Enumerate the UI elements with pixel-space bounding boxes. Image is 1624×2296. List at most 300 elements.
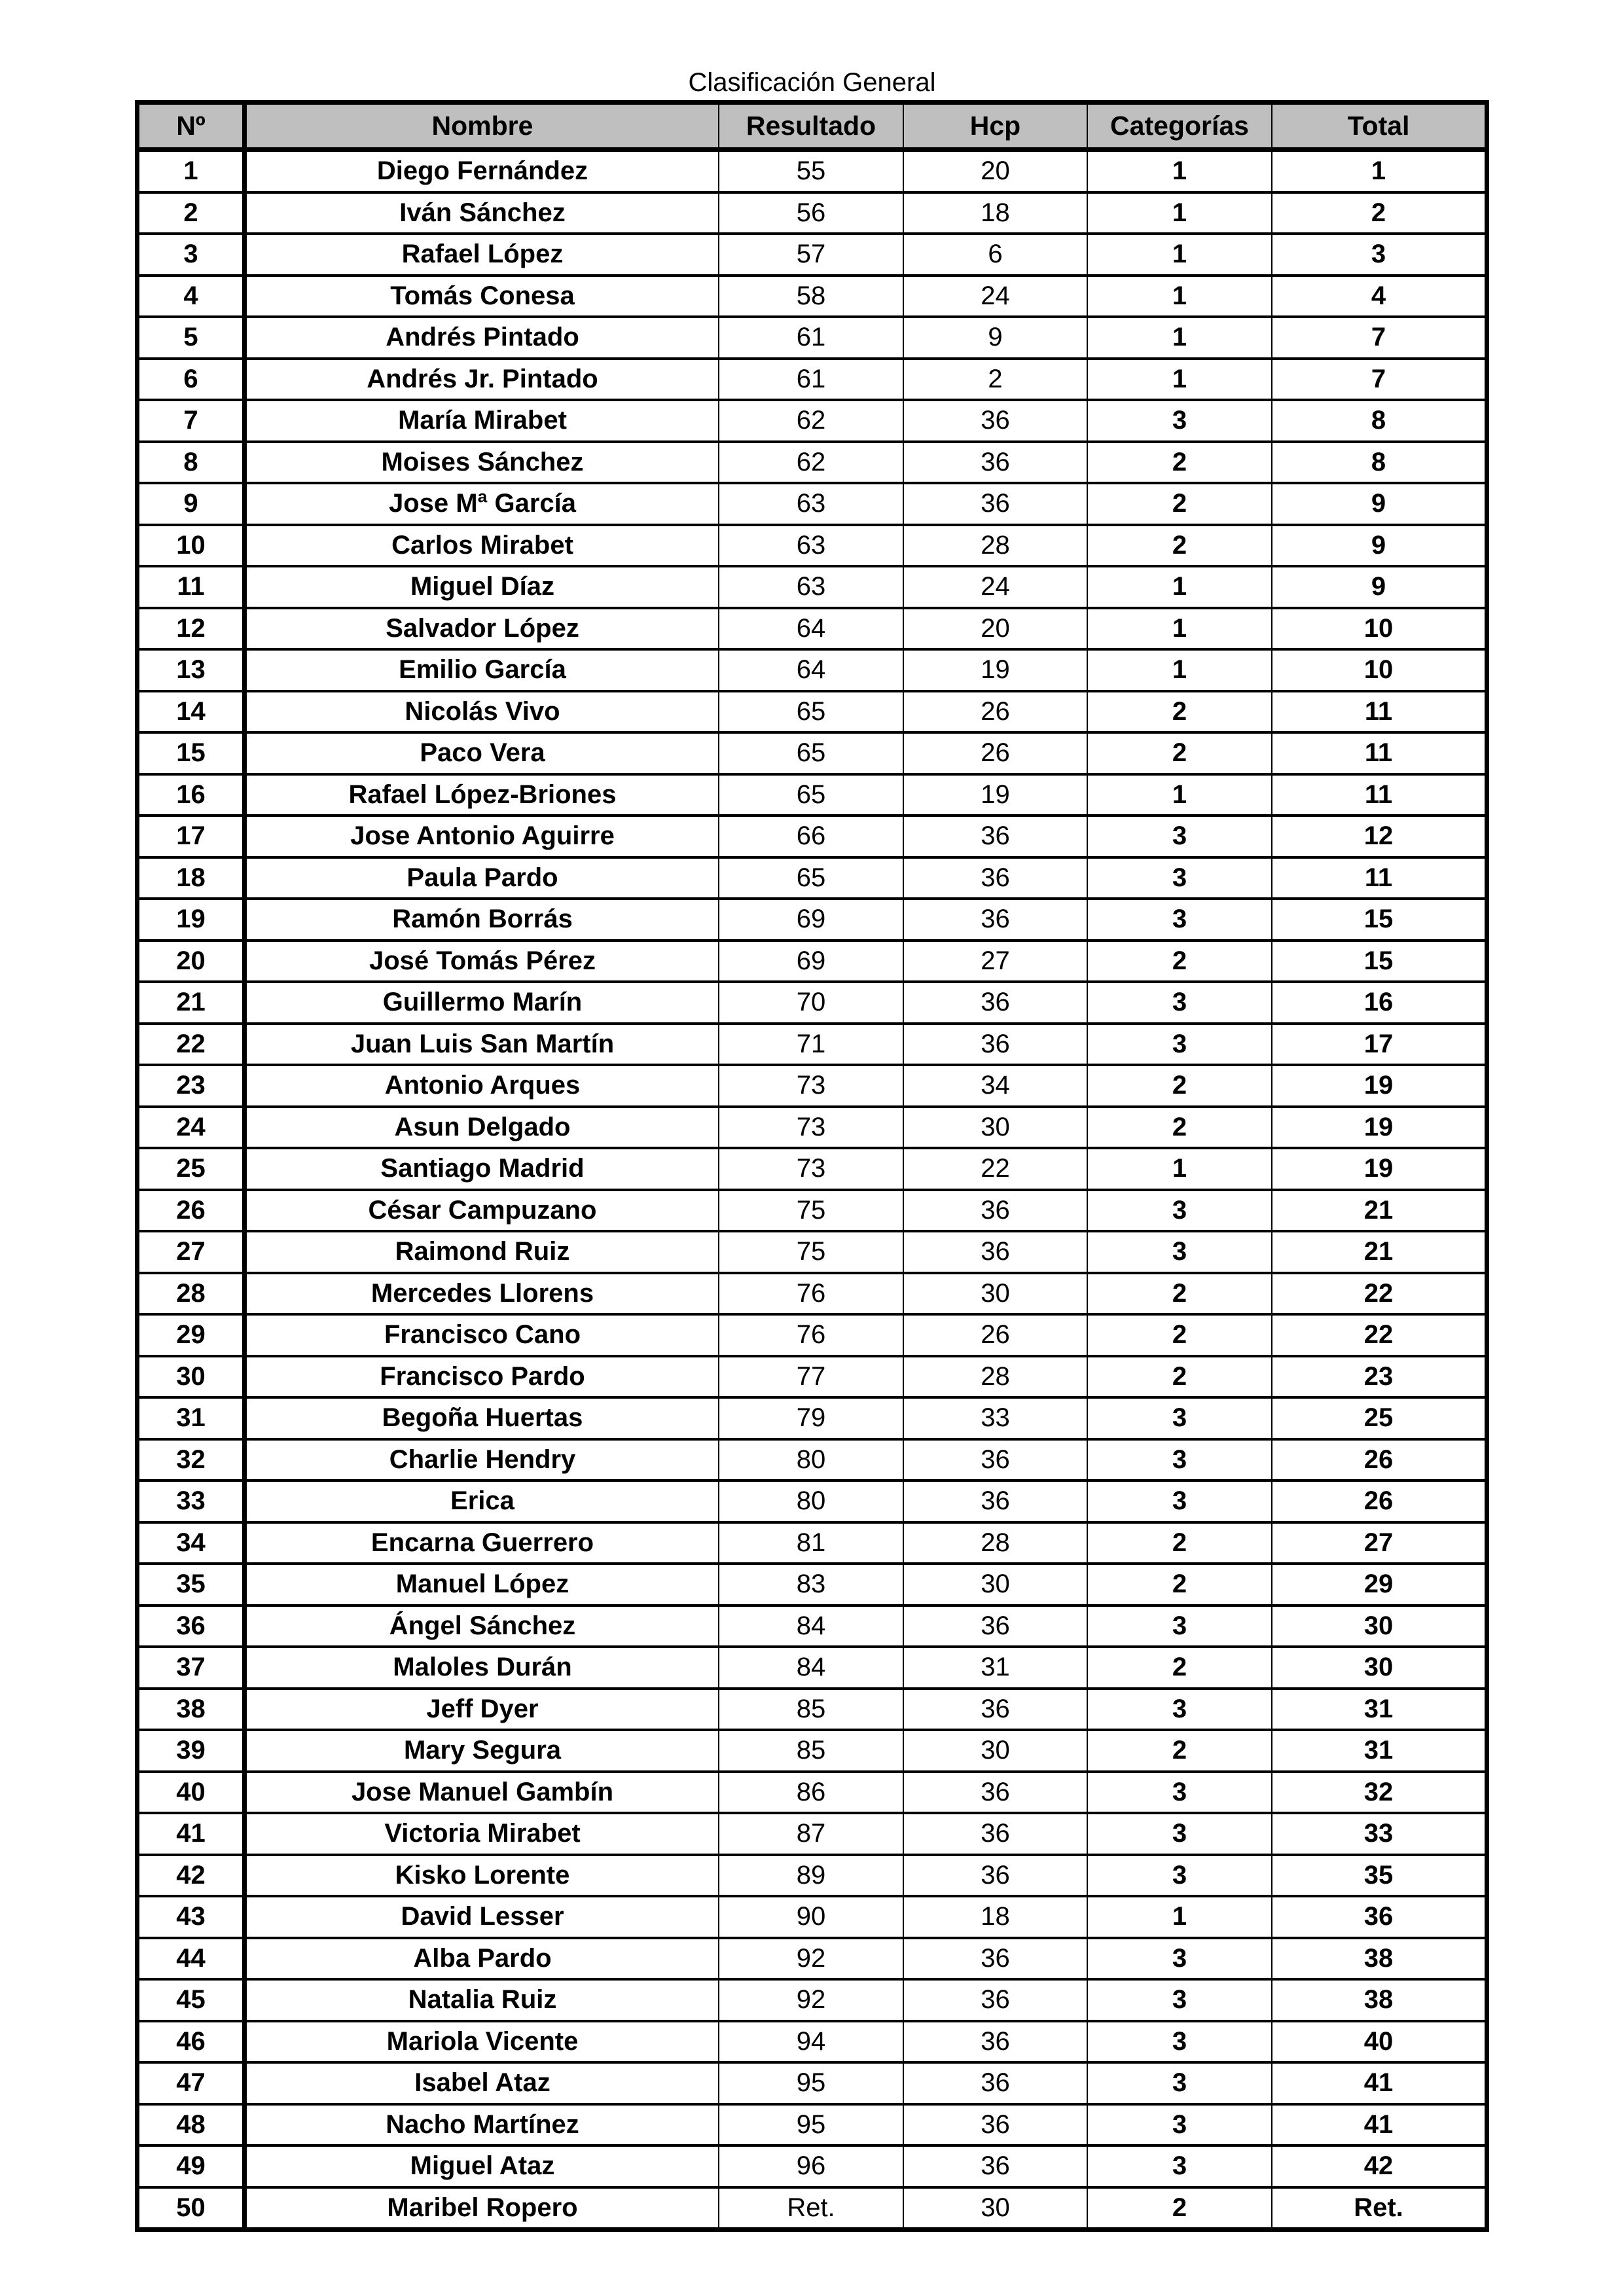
cell-total: 29 bbox=[1363, 1570, 1394, 1599]
cell-total: 30 bbox=[1363, 1611, 1394, 1640]
cell-category: 2 bbox=[1088, 443, 1272, 482]
cell-hcp: 20 bbox=[904, 152, 1088, 191]
cell-name: Iván Sánchez bbox=[247, 194, 719, 233]
cell-category: 2 bbox=[1088, 2189, 1272, 2228]
cell-total: 11 bbox=[1364, 738, 1393, 768]
cell-no: 10 bbox=[139, 526, 247, 565]
table-row bbox=[139, 1105, 1485, 1147]
cell-total: 26 bbox=[1363, 1486, 1394, 1516]
cell-result: 84 bbox=[719, 1648, 904, 1687]
table-row bbox=[139, 1022, 1485, 1064]
table-row bbox=[139, 1521, 1485, 1563]
cell-name: Mariola Vicente bbox=[247, 2022, 719, 2062]
cell-result: 69 bbox=[719, 942, 904, 981]
cell-no: 33 bbox=[139, 1482, 247, 1521]
cell-hcp: 20 bbox=[904, 609, 1088, 649]
cell-result: 96 bbox=[719, 2147, 904, 2186]
cell-category: 1 bbox=[1088, 360, 1272, 399]
cell-name: Jose Manuel Gambín bbox=[247, 1773, 719, 1812]
cell-name: Encarna Guerrero bbox=[247, 1524, 719, 1563]
cell-name: Diego Fernández bbox=[247, 152, 719, 191]
cell-total: 38 bbox=[1363, 1985, 1394, 2015]
table-row bbox=[139, 1978, 1485, 2020]
cell-category: 1 bbox=[1088, 609, 1272, 649]
table-row bbox=[139, 2061, 1485, 2103]
cell-no: 29 bbox=[139, 1316, 247, 1355]
cell-category: 2 bbox=[1088, 734, 1272, 773]
table-row bbox=[139, 607, 1485, 649]
cell-result: 61 bbox=[719, 360, 904, 399]
cell-result: 95 bbox=[719, 2106, 904, 2145]
cell-total: 11 bbox=[1364, 696, 1393, 726]
cell-no: 5 bbox=[139, 318, 247, 357]
table-row bbox=[139, 773, 1485, 815]
cell-category: 2 bbox=[1088, 1066, 1272, 1105]
cell-result: 62 bbox=[719, 443, 904, 482]
cell-result: 92 bbox=[719, 1981, 904, 2020]
cell-name: Mary Segura bbox=[247, 1731, 719, 1770]
cell-result: 57 bbox=[719, 235, 904, 274]
cell-category: 3 bbox=[1088, 1690, 1272, 1729]
cell-total: 40 bbox=[1363, 2026, 1394, 2056]
cell-total: 26 bbox=[1363, 1444, 1394, 1474]
cell-hcp: 36 bbox=[904, 484, 1088, 524]
cell-total: 11 bbox=[1364, 863, 1393, 892]
cell-result: 62 bbox=[719, 401, 904, 440]
cell-no: 28 bbox=[139, 1274, 247, 1314]
table-row bbox=[139, 1687, 1485, 1729]
table-row bbox=[139, 1645, 1485, 1687]
cell-no: 43 bbox=[139, 1897, 247, 1937]
table-row bbox=[139, 814, 1485, 856]
cell-result: 83 bbox=[719, 1565, 904, 1604]
cell-name: Raimond Ruiz bbox=[247, 1232, 719, 1272]
table-row bbox=[139, 1895, 1485, 1937]
table-row bbox=[139, 1313, 1485, 1355]
cell-result: 89 bbox=[719, 1856, 904, 1895]
cell-category: 3 bbox=[1088, 817, 1272, 856]
cell-hcp: 19 bbox=[904, 651, 1088, 690]
cell-category: 1 bbox=[1088, 235, 1272, 274]
cell-hcp: 36 bbox=[904, 1939, 1088, 1979]
cell-name: Guillermo Marín bbox=[247, 983, 719, 1022]
cell-hcp: 28 bbox=[904, 1357, 1088, 1397]
cell-total: 27 bbox=[1363, 1528, 1394, 1557]
cell-name: Antonio Arques bbox=[247, 1066, 719, 1105]
cell-result: 56 bbox=[719, 194, 904, 233]
cell-name: Francisco Pardo bbox=[247, 1357, 719, 1397]
cell-no: 23 bbox=[139, 1066, 247, 1105]
cell-total: 41 bbox=[1363, 2068, 1394, 2098]
table-row bbox=[139, 191, 1485, 233]
cell-category: 3 bbox=[1088, 2064, 1272, 2103]
cell-total: 8 bbox=[1371, 447, 1386, 476]
cell-hcp: 36 bbox=[904, 1690, 1088, 1729]
cell-name: María Mirabet bbox=[247, 401, 719, 440]
cell-total: 1 bbox=[1371, 156, 1386, 186]
cell-result: 69 bbox=[719, 900, 904, 939]
cell-name: Alba Pardo bbox=[247, 1939, 719, 1979]
cell-total: 15 bbox=[1363, 946, 1394, 975]
cell-total: 17 bbox=[1363, 1029, 1394, 1058]
cell-name: Jeff Dyer bbox=[247, 1690, 719, 1729]
cell-category: 1 bbox=[1088, 776, 1272, 815]
cell-result: 63 bbox=[719, 484, 904, 524]
cell-no: 39 bbox=[139, 1731, 247, 1770]
cell-category: 2 bbox=[1088, 1731, 1272, 1770]
cell-no: 40 bbox=[139, 1773, 247, 1812]
header-category: Categorías bbox=[1088, 105, 1272, 147]
cell-no: 13 bbox=[139, 651, 247, 690]
cell-hcp: 26 bbox=[904, 1316, 1088, 1355]
table-row bbox=[139, 2020, 1485, 2062]
cell-category: 3 bbox=[1088, 1025, 1272, 1064]
cell-category: 2 bbox=[1088, 942, 1272, 981]
cell-hcp: 22 bbox=[904, 1149, 1088, 1189]
table-row bbox=[139, 856, 1485, 898]
cell-total: Ret. bbox=[1354, 2193, 1403, 2222]
cell-name: Salvador López bbox=[247, 609, 719, 649]
cell-category: 2 bbox=[1088, 1565, 1272, 1604]
cell-total: 31 bbox=[1363, 1736, 1394, 1765]
table-row bbox=[139, 524, 1485, 565]
cell-total: 21 bbox=[1363, 1195, 1394, 1225]
cell-no: 37 bbox=[139, 1648, 247, 1687]
cell-no: 27 bbox=[139, 1232, 247, 1272]
cell-no: 14 bbox=[139, 692, 247, 732]
cell-total: 2 bbox=[1371, 198, 1386, 227]
cell-name: Rafael López-Briones bbox=[247, 776, 719, 815]
cell-total: 32 bbox=[1363, 1777, 1394, 1806]
cell-result: 76 bbox=[719, 1316, 904, 1355]
table-row bbox=[139, 1812, 1485, 1854]
cell-category: 2 bbox=[1088, 526, 1272, 565]
cell-result: 61 bbox=[719, 318, 904, 357]
cell-result: 92 bbox=[719, 1939, 904, 1979]
cell-category: 3 bbox=[1088, 1441, 1272, 1480]
cell-name: Mercedes Llorens bbox=[247, 1274, 719, 1314]
table-row bbox=[139, 2144, 1485, 2186]
cell-total: 19 bbox=[1363, 1112, 1394, 1141]
cell-category: 3 bbox=[1088, 1856, 1272, 1895]
table-row bbox=[139, 980, 1485, 1022]
cell-no: 4 bbox=[139, 277, 247, 316]
cell-name: Andrés Jr. Pintado bbox=[247, 360, 719, 399]
cell-name: Ángel Sánchez bbox=[247, 1607, 719, 1646]
cell-hcp: 30 bbox=[904, 1274, 1088, 1314]
cell-no: 45 bbox=[139, 1981, 247, 2020]
cell-no: 32 bbox=[139, 1441, 247, 1480]
cell-result: 64 bbox=[719, 651, 904, 690]
cell-name: Maribel Ropero bbox=[247, 2189, 719, 2228]
cell-hcp: 24 bbox=[904, 277, 1088, 316]
table-header-row bbox=[139, 105, 1485, 149]
cell-category: 3 bbox=[1088, 1232, 1272, 1272]
cell-total: 10 bbox=[1363, 613, 1394, 643]
cell-hcp: 30 bbox=[904, 2189, 1088, 2228]
cell-result: 65 bbox=[719, 692, 904, 732]
cell-name: Jose Mª García bbox=[247, 484, 719, 524]
cell-result: 58 bbox=[719, 277, 904, 316]
table-row bbox=[139, 440, 1485, 482]
cell-no: 12 bbox=[139, 609, 247, 649]
table-row bbox=[139, 2186, 1485, 2228]
cell-name: David Lesser bbox=[247, 1897, 719, 1937]
cell-no: 49 bbox=[139, 2147, 247, 2186]
cell-name: Paula Pardo bbox=[247, 859, 719, 898]
cell-hcp: 36 bbox=[904, 2106, 1088, 2145]
table-row bbox=[139, 274, 1485, 316]
cell-hcp: 36 bbox=[904, 1482, 1088, 1521]
cell-hcp: 28 bbox=[904, 1524, 1088, 1563]
table-body bbox=[139, 149, 1485, 2227]
cell-total: 35 bbox=[1363, 1860, 1394, 1890]
table-row bbox=[139, 149, 1485, 191]
cell-hcp: 36 bbox=[904, 1773, 1088, 1812]
cell-hcp: 30 bbox=[904, 1108, 1088, 1147]
cell-name: Nicolás Vivo bbox=[247, 692, 719, 732]
cell-category: 3 bbox=[1088, 859, 1272, 898]
cell-no: 38 bbox=[139, 1690, 247, 1729]
cell-hcp: 36 bbox=[904, 1232, 1088, 1272]
table-row bbox=[139, 897, 1485, 939]
cell-no: 47 bbox=[139, 2064, 247, 2103]
table-row bbox=[139, 1272, 1485, 1314]
cell-no: 35 bbox=[139, 1565, 247, 1604]
cell-hcp: 33 bbox=[904, 1399, 1088, 1438]
cell-no: 42 bbox=[139, 1856, 247, 1895]
cell-category: 3 bbox=[1088, 1981, 1272, 2020]
cell-hcp: 36 bbox=[904, 817, 1088, 856]
cell-name: Ramón Borrás bbox=[247, 900, 719, 939]
cell-total: 33 bbox=[1363, 1819, 1394, 1848]
cell-hcp: 34 bbox=[904, 1066, 1088, 1105]
cell-name: César Campuzano bbox=[247, 1191, 719, 1230]
cell-total: 3 bbox=[1371, 240, 1386, 269]
cell-category: 3 bbox=[1088, 2147, 1272, 2186]
cell-hcp: 36 bbox=[904, 1814, 1088, 1854]
cell-name: Juan Luis San Martín bbox=[247, 1025, 719, 1064]
cell-name: Isabel Ataz bbox=[247, 2064, 719, 2103]
cell-result: 84 bbox=[719, 1607, 904, 1646]
cell-category: 3 bbox=[1088, 1814, 1272, 1854]
cell-no: 48 bbox=[139, 2106, 247, 2145]
cell-name: Paco Vera bbox=[247, 734, 719, 773]
cell-result: 63 bbox=[719, 567, 904, 607]
cell-category: 2 bbox=[1088, 484, 1272, 524]
cell-result: 80 bbox=[719, 1441, 904, 1480]
cell-result: 90 bbox=[719, 1897, 904, 1937]
table-row bbox=[139, 1438, 1485, 1480]
cell-name: Maloles Durán bbox=[247, 1648, 719, 1687]
cell-category: 3 bbox=[1088, 1191, 1272, 1230]
cell-no: 25 bbox=[139, 1149, 247, 1189]
cell-hcp: 36 bbox=[904, 1191, 1088, 1230]
cell-no: 3 bbox=[139, 235, 247, 274]
cell-no: 24 bbox=[139, 1108, 247, 1147]
cell-name: Miguel Ataz bbox=[247, 2147, 719, 2186]
cell-result: 65 bbox=[719, 859, 904, 898]
table-row bbox=[139, 399, 1485, 440]
cell-no: 44 bbox=[139, 1939, 247, 1979]
cell-hcp: 36 bbox=[904, 2064, 1088, 2103]
cell-result: 73 bbox=[719, 1066, 904, 1105]
cell-no: 8 bbox=[139, 443, 247, 482]
cell-category: 2 bbox=[1088, 1357, 1272, 1397]
cell-total: 12 bbox=[1363, 821, 1394, 851]
cell-category: 3 bbox=[1088, 983, 1272, 1022]
cell-hcp: 6 bbox=[904, 235, 1088, 274]
cell-hcp: 31 bbox=[904, 1648, 1088, 1687]
cell-category: 3 bbox=[1088, 401, 1272, 440]
cell-hcp: 36 bbox=[904, 1025, 1088, 1064]
cell-hcp: 36 bbox=[904, 2147, 1088, 2186]
cell-category: 1 bbox=[1088, 567, 1272, 607]
cell-name: Francisco Cano bbox=[247, 1316, 719, 1355]
cell-result: 80 bbox=[719, 1482, 904, 1521]
cell-no: 46 bbox=[139, 2022, 247, 2062]
cell-hcp: 36 bbox=[904, 443, 1088, 482]
cell-hcp: 24 bbox=[904, 567, 1088, 607]
cell-category: 1 bbox=[1088, 1149, 1272, 1189]
cell-name: Charlie Hendry bbox=[247, 1441, 719, 1480]
cell-hcp: 36 bbox=[904, 983, 1088, 1022]
header-name: Nombre bbox=[247, 105, 719, 147]
cell-no: 31 bbox=[139, 1399, 247, 1438]
cell-no: 6 bbox=[139, 360, 247, 399]
cell-result: 75 bbox=[719, 1232, 904, 1272]
cell-hcp: 9 bbox=[904, 318, 1088, 357]
cell-result: 79 bbox=[719, 1399, 904, 1438]
cell-no: 50 bbox=[139, 2189, 247, 2228]
cell-no: 15 bbox=[139, 734, 247, 773]
cell-result: 63 bbox=[719, 526, 904, 565]
cell-no: 41 bbox=[139, 1814, 247, 1854]
cell-result: 75 bbox=[719, 1191, 904, 1230]
cell-name: Miguel Díaz bbox=[247, 567, 719, 607]
table-row bbox=[139, 565, 1485, 607]
cell-name: Emilio García bbox=[247, 651, 719, 690]
cell-hcp: 36 bbox=[904, 401, 1088, 440]
table-row bbox=[139, 648, 1485, 690]
cell-name: Jose Antonio Aguirre bbox=[247, 817, 719, 856]
cell-no: 20 bbox=[139, 942, 247, 981]
table-row bbox=[139, 1604, 1485, 1646]
cell-no: 30 bbox=[139, 1357, 247, 1397]
cell-no: 36 bbox=[139, 1607, 247, 1646]
cell-total: 7 bbox=[1371, 364, 1386, 393]
cell-name: Nacho Martínez bbox=[247, 2106, 719, 2145]
header-total: Total bbox=[1347, 111, 1410, 141]
table-row bbox=[139, 315, 1485, 357]
table-row bbox=[139, 731, 1485, 773]
cell-total: 9 bbox=[1371, 489, 1386, 518]
table-row bbox=[139, 939, 1485, 981]
cell-total: 15 bbox=[1363, 905, 1394, 934]
cell-result: 77 bbox=[719, 1357, 904, 1397]
table-row bbox=[139, 357, 1485, 399]
cell-category: 2 bbox=[1088, 1524, 1272, 1563]
cell-name: Carlos Mirabet bbox=[247, 526, 719, 565]
cell-result: 87 bbox=[719, 1814, 904, 1854]
cell-total: 9 bbox=[1371, 572, 1386, 601]
table-row bbox=[139, 1064, 1485, 1105]
cell-hcp: 19 bbox=[904, 776, 1088, 815]
cell-no: 11 bbox=[139, 567, 247, 607]
table-row bbox=[139, 1937, 1485, 1979]
cell-total: 30 bbox=[1363, 1653, 1394, 1682]
cell-category: 3 bbox=[1088, 2022, 1272, 2062]
cell-category: 1 bbox=[1088, 194, 1272, 233]
cell-name: Erica bbox=[247, 1482, 719, 1521]
table-row bbox=[139, 1189, 1485, 1230]
cell-hcp: 30 bbox=[904, 1565, 1088, 1604]
cell-result: 73 bbox=[719, 1108, 904, 1147]
cell-category: 1 bbox=[1088, 651, 1272, 690]
cell-no: 2 bbox=[139, 194, 247, 233]
cell-hcp: 26 bbox=[904, 692, 1088, 732]
cell-total: 21 bbox=[1363, 1237, 1394, 1266]
table-row bbox=[139, 690, 1485, 732]
header-hcp: Hcp bbox=[904, 105, 1088, 147]
cell-no: 34 bbox=[139, 1524, 247, 1563]
cell-category: 2 bbox=[1088, 1648, 1272, 1687]
cell-hcp: 27 bbox=[904, 942, 1088, 981]
cell-no: 16 bbox=[139, 776, 247, 815]
cell-hcp: 36 bbox=[904, 859, 1088, 898]
cell-total: 36 bbox=[1363, 1902, 1394, 1931]
cell-no: 1 bbox=[139, 152, 247, 191]
cell-total: 9 bbox=[1371, 530, 1386, 560]
table-row bbox=[139, 1479, 1485, 1521]
cell-category: 2 bbox=[1088, 1316, 1272, 1355]
cell-result: 65 bbox=[719, 776, 904, 815]
cell-hcp: 36 bbox=[904, 1441, 1088, 1480]
cell-result: 85 bbox=[719, 1731, 904, 1770]
cell-total: 22 bbox=[1363, 1320, 1394, 1350]
cell-category: 2 bbox=[1088, 1108, 1272, 1147]
cell-category: 1 bbox=[1088, 277, 1272, 316]
cell-name: Andrés Pintado bbox=[247, 318, 719, 357]
cell-result: 81 bbox=[719, 1524, 904, 1563]
cell-result: 86 bbox=[719, 1773, 904, 1812]
classification-table bbox=[135, 100, 1489, 2232]
table-row bbox=[139, 1355, 1485, 1397]
cell-category: 1 bbox=[1088, 152, 1272, 191]
cell-category: 1 bbox=[1088, 1897, 1272, 1937]
cell-total: 16 bbox=[1363, 988, 1394, 1017]
cell-hcp: 26 bbox=[904, 734, 1088, 773]
cell-name: Tomás Conesa bbox=[247, 277, 719, 316]
cell-category: 3 bbox=[1088, 900, 1272, 939]
cell-result: 71 bbox=[719, 1025, 904, 1064]
table-row bbox=[139, 1770, 1485, 1812]
cell-total: 11 bbox=[1364, 780, 1393, 809]
cell-total: 38 bbox=[1363, 1943, 1394, 1973]
cell-no: 19 bbox=[139, 900, 247, 939]
cell-total: 8 bbox=[1371, 406, 1386, 435]
cell-total: 7 bbox=[1371, 323, 1386, 352]
cell-hcp: 18 bbox=[904, 194, 1088, 233]
cell-result: Ret. bbox=[719, 2189, 904, 2228]
cell-no: 22 bbox=[139, 1025, 247, 1064]
cell-category: 2 bbox=[1088, 692, 1272, 732]
cell-total: 22 bbox=[1363, 1278, 1394, 1308]
header-no: Nº bbox=[139, 105, 247, 147]
cell-name: Manuel López bbox=[247, 1565, 719, 1604]
table-row bbox=[139, 2103, 1485, 2145]
cell-hcp: 18 bbox=[904, 1897, 1088, 1937]
